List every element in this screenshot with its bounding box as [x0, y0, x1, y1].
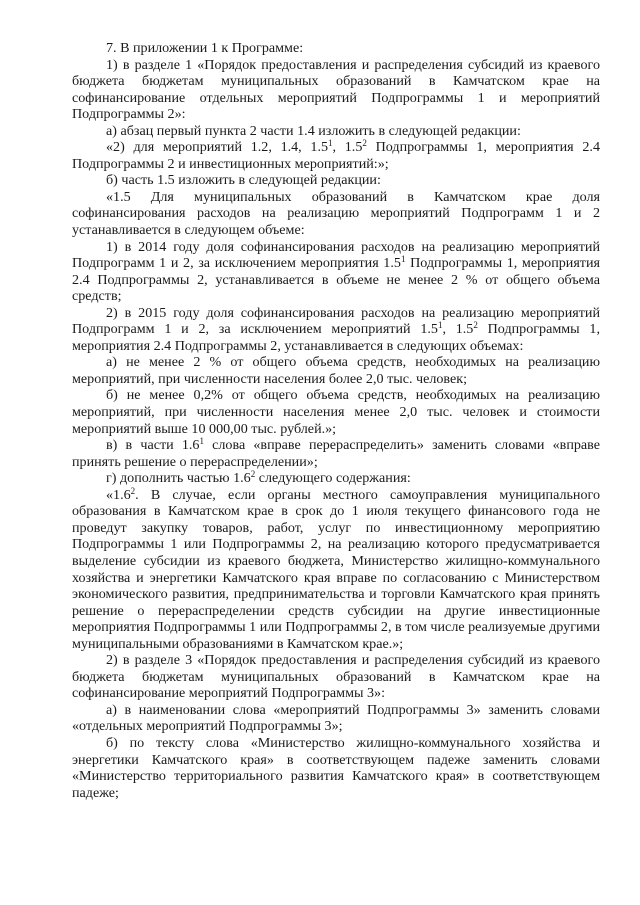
superscript-index: 1	[199, 436, 204, 447]
paragraph: б) по тексту слова «Министерство жилищно-коммунального хозяйства и энергетики Камчатского края» в соответствующем падеже заменить словами «Министерство территориального развития Камчатского края» в соответствующем падеже;	[72, 734, 600, 801]
paragraph: 2) в разделе 3 «Порядок предоставления и распределения субсидий из краевого бюджета бюджетам муниципальных образований в Камчатском крае на софинансирование мероприятий Подпрограммы 3»:	[72, 652, 600, 702]
paragraph: «1.5 Для муниципальных образований в Камчатском крае доля софинансирования расходов на реализацию мероприятий Подпрограмм 1 и 2 устанавливается в следующем объеме:	[72, 188, 600, 239]
superscript-index: 1	[400, 254, 406, 265]
paragraph: 7. В приложении 1 к Программе:	[106, 40, 304, 56]
paragraph: «$1.6^2$. В случае, если органы местного самоуправления муниципального образования в Камчатском крае в срок до 1 июля текущего финансового года не проведут закупку товаров, работ, услуг по инвестиционному мероприятию Подпрограммы 1 или Подпрограммы 2, на реализацию которого предусматривается выделение субсидии из краевого бюджета, Министерство жилищно-коммунального хозяйства и энергетики Камчатского края вправе по согласованию с Министерством экономического развития, предпринимательства и торговли Камчатского края принять решение о перераспределении средств субсидии на другие инвестиционные мероприятия Подпрограммы 1 или Подпрограммы 2, в том числе реализуемые другими муниципальными образованиями в Камчатском крае.»;	[72, 485, 600, 652]
superscript-index: 1	[437, 320, 443, 331]
paragraph: 1) в 2014 году доля софинансирования расходов на реализацию мероприятий Подпрограмм 1 и 2, за исключением мероприятия $1.5^1$ Подпрограммы 1, мероприятия 2.4 Подпрограммы 2, устанавливается в объеме не менее 2 % от общего объема средств;	[72, 238, 600, 305]
superscript-index: 2	[250, 469, 256, 480]
superscript-index: 2	[130, 485, 136, 496]
paragraph: 2) в 2015 году доля софинансирования расходов на реализацию мероприятий Подпрограмм 1 и 2, за исключением мероприятий $1.5^1$, $1.5^2$ Подпрограммы 1, мероприятия 2.4 Подпрограммы 2, устанавливается в следующих объемах:	[72, 304, 600, 354]
paragraph: г) дополнить частью $1.6^2$ следующего содержания:	[106, 469, 411, 487]
document-body	[72, 40, 600, 801]
paragraph: а) не менее 2 % от общего объема средств, необходимых на реализацию мероприятий, при численности населения более 2,0 тыс. человек;	[72, 354, 600, 387]
paragraph: «2) для мероприятий 1.2, 1.4, $1.5^1$, $1.5^2$ Подпрограммы 1, мероприятия 2.4 Подпрограммы 2 и инвестиционных мероприятий:»;	[72, 138, 600, 172]
superscript-index: 2	[473, 320, 478, 331]
superscript-index: 2	[362, 138, 367, 149]
paragraph: в) в части $1.6^1$ слова «вправе перераспределить» заменить словами «вправе принять решение о перераспределении»;	[72, 436, 600, 470]
superscript-index: 1	[328, 138, 333, 149]
paragraph: а) в наименовании слова «мероприятий Подпрограммы 3» заменить словами «отдельных мероприятий Подпрограммы 3»;	[72, 701, 600, 735]
paragraph: 1) в разделе 1 «Порядок предоставления и распределения субсидий из краевого бюджета бюджетам муниципальных образований в Камчатском крае на софинансирование отдельных мероприятий Подпрограммы 1 и мероприятий Подпрограммы 2»:	[72, 56, 600, 123]
paragraph: б) часть 1.5 изложить в следующей редакции:	[106, 172, 381, 189]
paragraph: а) абзац первый пункта 2 части 1.4 изложить в следующей редакции:	[106, 122, 521, 139]
paragraph: б) не менее 0,2% от общего объема средств, необходимых на реализацию мероприятий, при численности населения менее 2,0 тыс. человек и стоимости мероприятий выше 10 000,00 тыс. рублей.»;	[72, 387, 600, 437]
